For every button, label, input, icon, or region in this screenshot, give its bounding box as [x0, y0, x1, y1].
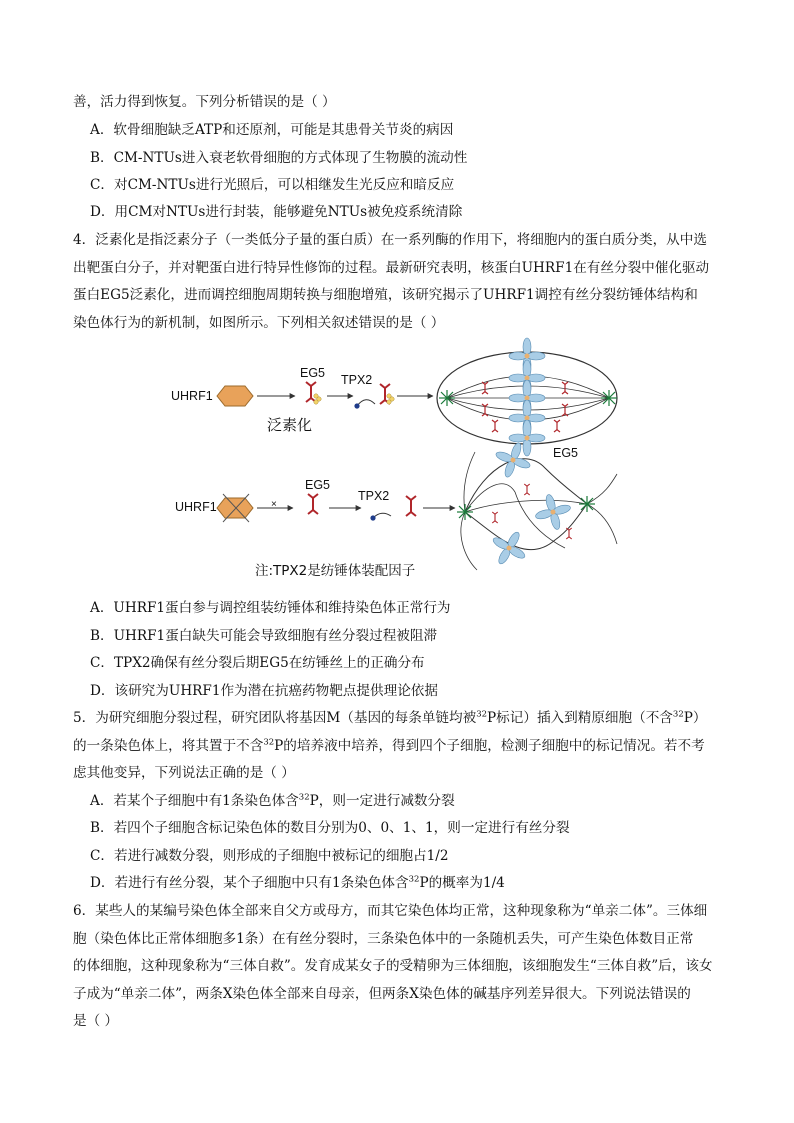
- q4-stem-line-4: 染色体行为的新机制，如图所示。下列相关叙述错误的是（ ）: [73, 315, 445, 331]
- q5-option-b: B．若四个子细胞含标记染色体的数目分别为0、0、1、1，则一定进行有丝分裂: [90, 820, 570, 836]
- tpx2-protein-icon: [354, 400, 375, 409]
- tpx2-label-top: TPX2: [341, 373, 373, 387]
- normal-spindle-icon: [437, 338, 617, 456]
- q5-stem-line-2: 的一条染色体上，将其置于不含$^{32}$P的培养液中培养，得到四个子细胞，检测子细胞中的标记情况。若不考: [73, 737, 705, 754]
- figure-note: 注:TPX2是纺锤体装配因子: [255, 563, 416, 579]
- q4-option-d: D．该研究为UHRF1作为潜在抗癌药物靶点提供理论依据: [90, 683, 438, 699]
- eg5-label-bottom: EG5: [305, 478, 331, 492]
- q5-option-c: C．若进行减数分裂，则形成的子细胞中被标记的细胞占1/2: [90, 848, 449, 864]
- q4-option-c: C．TPX2确保有丝分裂后期EG5在纺锤丝上的正确分布: [90, 655, 425, 671]
- uhrf1-label-top: UHRF1: [171, 389, 213, 403]
- q3-stem-tail: 善，活力得到恢复。下列分析错误的是（ ）: [73, 94, 336, 110]
- q3-option-b: B．CM-NTUs进入衰老软骨细胞的方式体现了生物膜的流动性: [90, 150, 468, 166]
- tpx2-label-bottom: TPX2: [358, 489, 390, 503]
- q5-stem-line-1: 5．为研究细胞分裂过程，研究团队将基因M（基因的每条单链均被$^{32}$P标记）插入到精原细胞（不含$^{32}$P）: [73, 709, 707, 726]
- q6-stem-line-1: 6．某些人的某编号染色体全部来自父方或母方，而其它染色体均正常，这种现象称为“单亲二体”。三体细: [73, 903, 708, 919]
- q6-stem-line-2: 胞（染色体比正常体细胞多1条）在有丝分裂时，三条染色体中的一条随机丢失，可产生染色体数目正常: [73, 931, 694, 947]
- q4-stem-line-1: 4．泛素化是指泛素分子（一类低分子量的蛋白质）在一系列酶的作用下，将细胞内的蛋白质分类，从中选: [73, 232, 707, 248]
- q3-option-c: C．对CM-NTUs进行光照后，可以相继发生光反应和暗反应: [90, 177, 455, 193]
- q5-option-a: A．若某个子细胞中有1条染色体含$^{32}$P，则一定进行减数分裂: [90, 792, 455, 809]
- eg5-label-right: EG5: [553, 446, 579, 460]
- eg5-bound-icon: [380, 384, 394, 404]
- uhrf1-protein-icon: [217, 386, 253, 406]
- eg5-unmodified-icon: [308, 494, 318, 514]
- q6-stem-line-3: 的体细胞，这种现象称为“三体自救”。发育成某女子的受精卵为三体细胞，该细胞发生“三体自救”后，该女: [73, 958, 713, 974]
- q4-figure: [165, 334, 625, 579]
- abnormal-spindle-icon: [457, 437, 617, 573]
- q5-option-d: D．若进行有丝分裂，某个子细胞中只有1条染色体含$^{32}$P的概率为1/4: [90, 874, 505, 891]
- q3-option-d: D．用CM对NTUs进行封装，能够避免NTUs被免疫系统清除: [90, 204, 463, 220]
- eg5-label-top: EG5: [300, 366, 326, 380]
- q5-stem-line-3: 虑其他变异，下列说法正确的是（ ）: [73, 765, 295, 781]
- blocked-mark: ×: [271, 499, 277, 510]
- uhrf1-label-bottom: UHRF1: [175, 500, 217, 514]
- uhrf1-inhibited-icon: [217, 494, 253, 522]
- tpx2-unbound-icon: [370, 513, 391, 520]
- q6-stem-line-4: 子成为“单亲二体”，两条X染色体全部来自母亲，但两条X染色体的碱基序列差异很大。下列说法错误的: [73, 986, 691, 1002]
- q4-stem-line-2: 出靶蛋白分子，并对靶蛋白进行特异性修饰的过程。最新研究表明，核蛋白UHRF1在有丝分裂中催化驱动: [73, 260, 710, 276]
- q4-option-b: B．UHRF1蛋白缺失可能会导致细胞有丝分裂过程被阻滞: [90, 628, 438, 644]
- q4-stem-line-3: 蛋白EG5泛素化，进而调控细胞周期转换与细胞增殖，该研究揭示了UHRF1调控有丝分裂纺锤体结构和: [73, 287, 698, 303]
- eg5-protein-icon: [306, 382, 321, 404]
- eg5-free-icon: [406, 496, 416, 516]
- q4-option-a: A．UHRF1蛋白参与调控组装纺锤体和维持染色体正常行为: [90, 600, 451, 616]
- q3-option-a: A．软骨细胞缺乏ATP和还原剂，可能是其患骨关节炎的病因: [90, 122, 454, 138]
- ubiquitination-label: 泛素化: [267, 416, 313, 434]
- q6-stem-line-5: 是（ ）: [73, 1013, 119, 1029]
